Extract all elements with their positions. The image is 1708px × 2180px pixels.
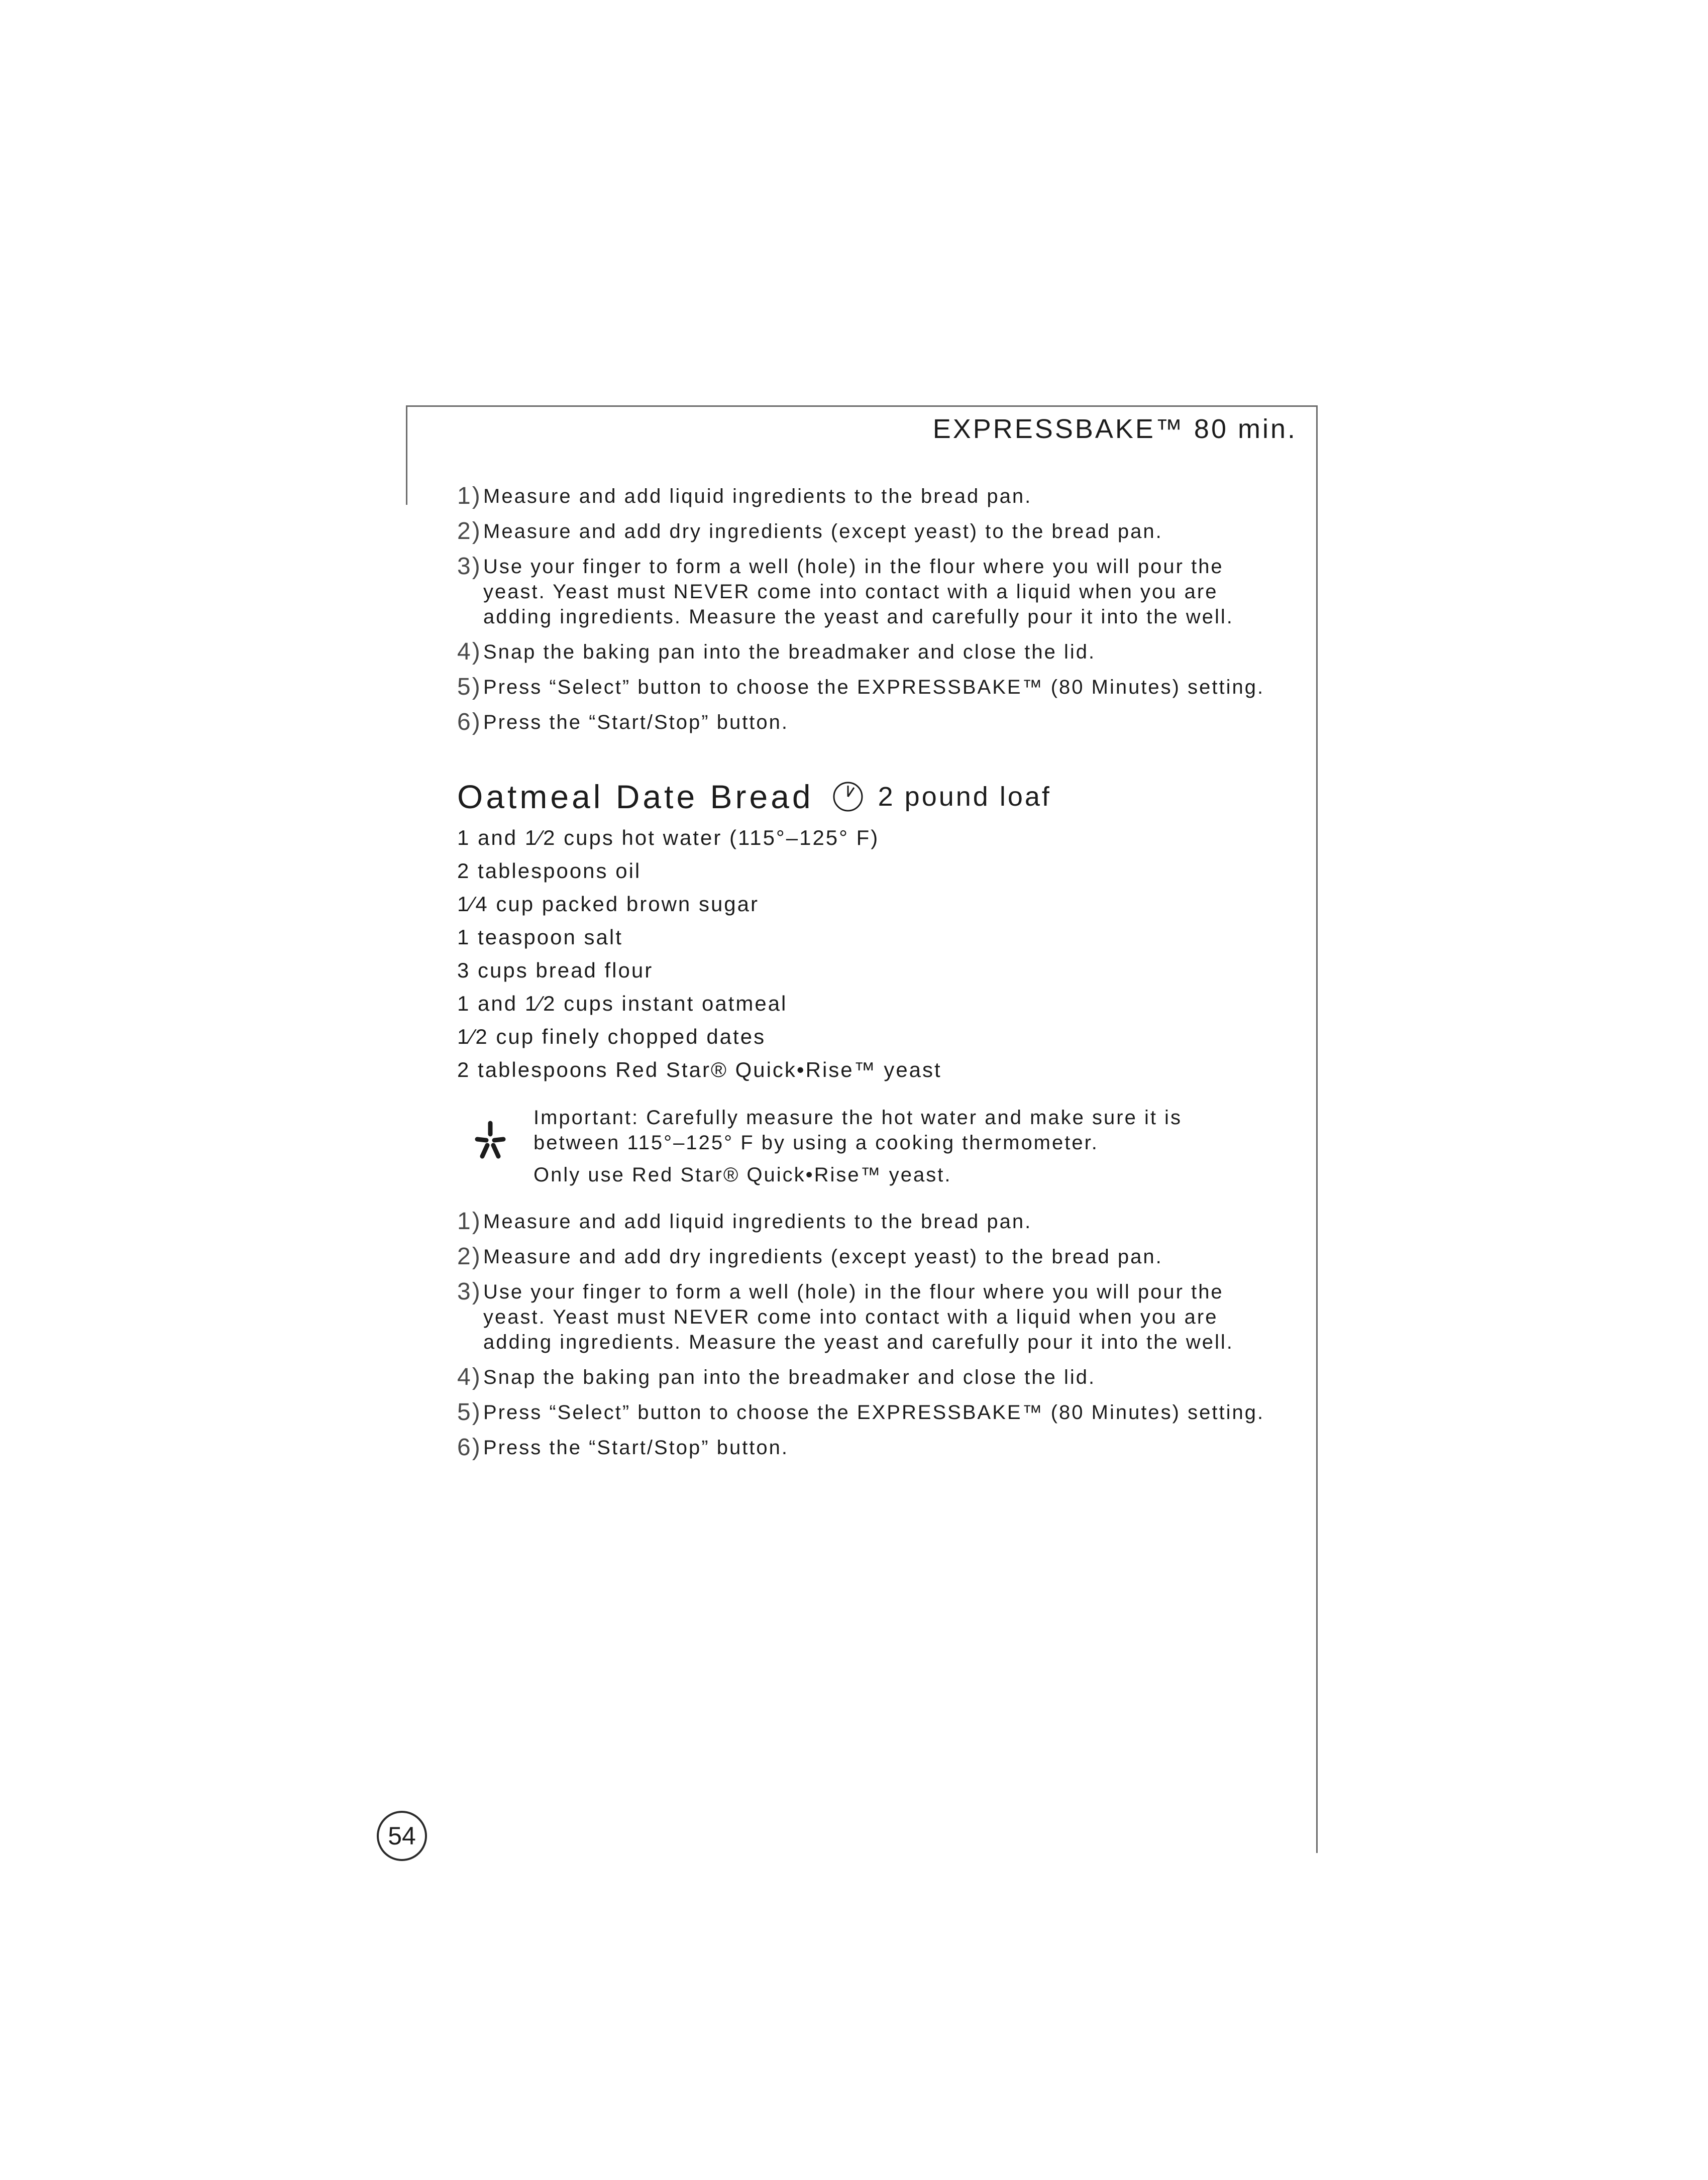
step-item [457, 519, 1281, 544]
step-item [457, 1244, 1281, 1269]
step-number: 5) [457, 1399, 482, 1426]
step-number: 4) [457, 1364, 482, 1390]
step-item [457, 710, 1281, 735]
yeast-note-text: Only use Red Star® Quick•Rise™ yeast. [533, 1164, 952, 1186]
program-heading: EXPRESSBAKE™ 80 min. [932, 414, 1297, 444]
step-text: Use your finger to form a well (hole) in the flour where you will pour the yeast. Yeast must NEVER come into contact with a liquid when you are adding ingredients. Measure the yeast and carefully pour it into the well. [483, 1281, 1234, 1353]
step-text: Measure and add liquid ingredients to the bread pan. [483, 485, 1032, 507]
step-text: Measure and add dry ingredients (except yeast) to the bread pan. [483, 1246, 1163, 1268]
step-item [457, 1279, 1281, 1355]
step-number: 2) [457, 1243, 482, 1270]
step-text: Press the “Start/Stop” button. [483, 1437, 789, 1459]
step-item [457, 1365, 1281, 1390]
step-number: 6) [457, 709, 482, 735]
page-number: 54 [377, 1811, 427, 1861]
step-text: Snap the baking pan into the breadmaker and close the lid. [483, 1366, 1096, 1388]
important-note [533, 1105, 1287, 1194]
step-text: Snap the baking pan into the breadmaker and close the lid. [483, 641, 1096, 663]
step-text: Measure and add dry ingredients (except yeast) to the bread pan. [483, 520, 1163, 542]
ingredient-item: 2 tablespoons Red Star® Quick•Rise™ yeast [457, 1058, 942, 1081]
loaf-size: 2 pound loaf [878, 782, 1051, 812]
step-item [457, 1209, 1281, 1234]
recipe-title-row [457, 778, 1051, 816]
step-number: 6) [457, 1434, 482, 1461]
step-text: Use your finger to form a well (hole) in the flour where you will pour the yeast. Yeast must NEVER come into contact with a liquid when you are adding ingredients. Measure the yeast and carefully pour it into the well. [483, 556, 1234, 628]
frame-top-rule [406, 405, 1318, 407]
ingredient-item: 1 and 1⁄2 cups instant oatmeal [457, 992, 788, 1015]
step-item [457, 484, 1281, 509]
ingredient-item: 1 teaspoon salt [457, 925, 623, 949]
step-number: 3) [457, 1278, 482, 1305]
step-number: 2) [457, 518, 482, 544]
ingredient-item: 1 and 1⁄2 cups hot water (115°–125° F) [457, 826, 880, 849]
asterisk-icon [466, 1116, 514, 1164]
step-item [457, 675, 1281, 700]
timer-clock-icon [832, 781, 864, 813]
important-note-text: Important: Carefully measure the hot water and make sure it is between 115°–125° F by using a cooking thermometer. [533, 1107, 1182, 1154]
step-text: Press “Select” button to choose the EXPRESSBAKE™ (80 Minutes) setting. [483, 1401, 1265, 1424]
frame-right-rule [1316, 405, 1318, 1853]
ingredient-item: 2 tablespoons oil [457, 859, 642, 883]
recipe-title: Oatmeal Date Bread [457, 778, 814, 815]
step-text: Press “Select” button to choose the EXPRESSBAKE™ (80 Minutes) setting. [483, 676, 1265, 698]
step-number: 1) [457, 483, 482, 509]
step-number: 1) [457, 1208, 482, 1235]
step-item [457, 1435, 1281, 1460]
step-item [457, 639, 1281, 665]
step-item [457, 554, 1281, 629]
step-number: 5) [457, 674, 482, 700]
ingredients-list [457, 825, 942, 1091]
steps-list-top [457, 484, 1281, 745]
steps-list-bottom [457, 1209, 1281, 1470]
ingredient-item: 1⁄2 cup finely chopped dates [457, 1025, 766, 1048]
step-text: Press the “Start/Stop” button. [483, 711, 789, 733]
ingredient-item: 1⁄4 cup packed brown sugar [457, 892, 760, 916]
step-number: 4) [457, 638, 482, 665]
step-number: 3) [457, 553, 482, 580]
step-text: Measure and add liquid ingredients to the bread pan. [483, 1211, 1032, 1233]
frame-left-rule [406, 405, 407, 505]
step-item [457, 1400, 1281, 1425]
ingredient-item: 3 cups bread flour [457, 958, 654, 982]
